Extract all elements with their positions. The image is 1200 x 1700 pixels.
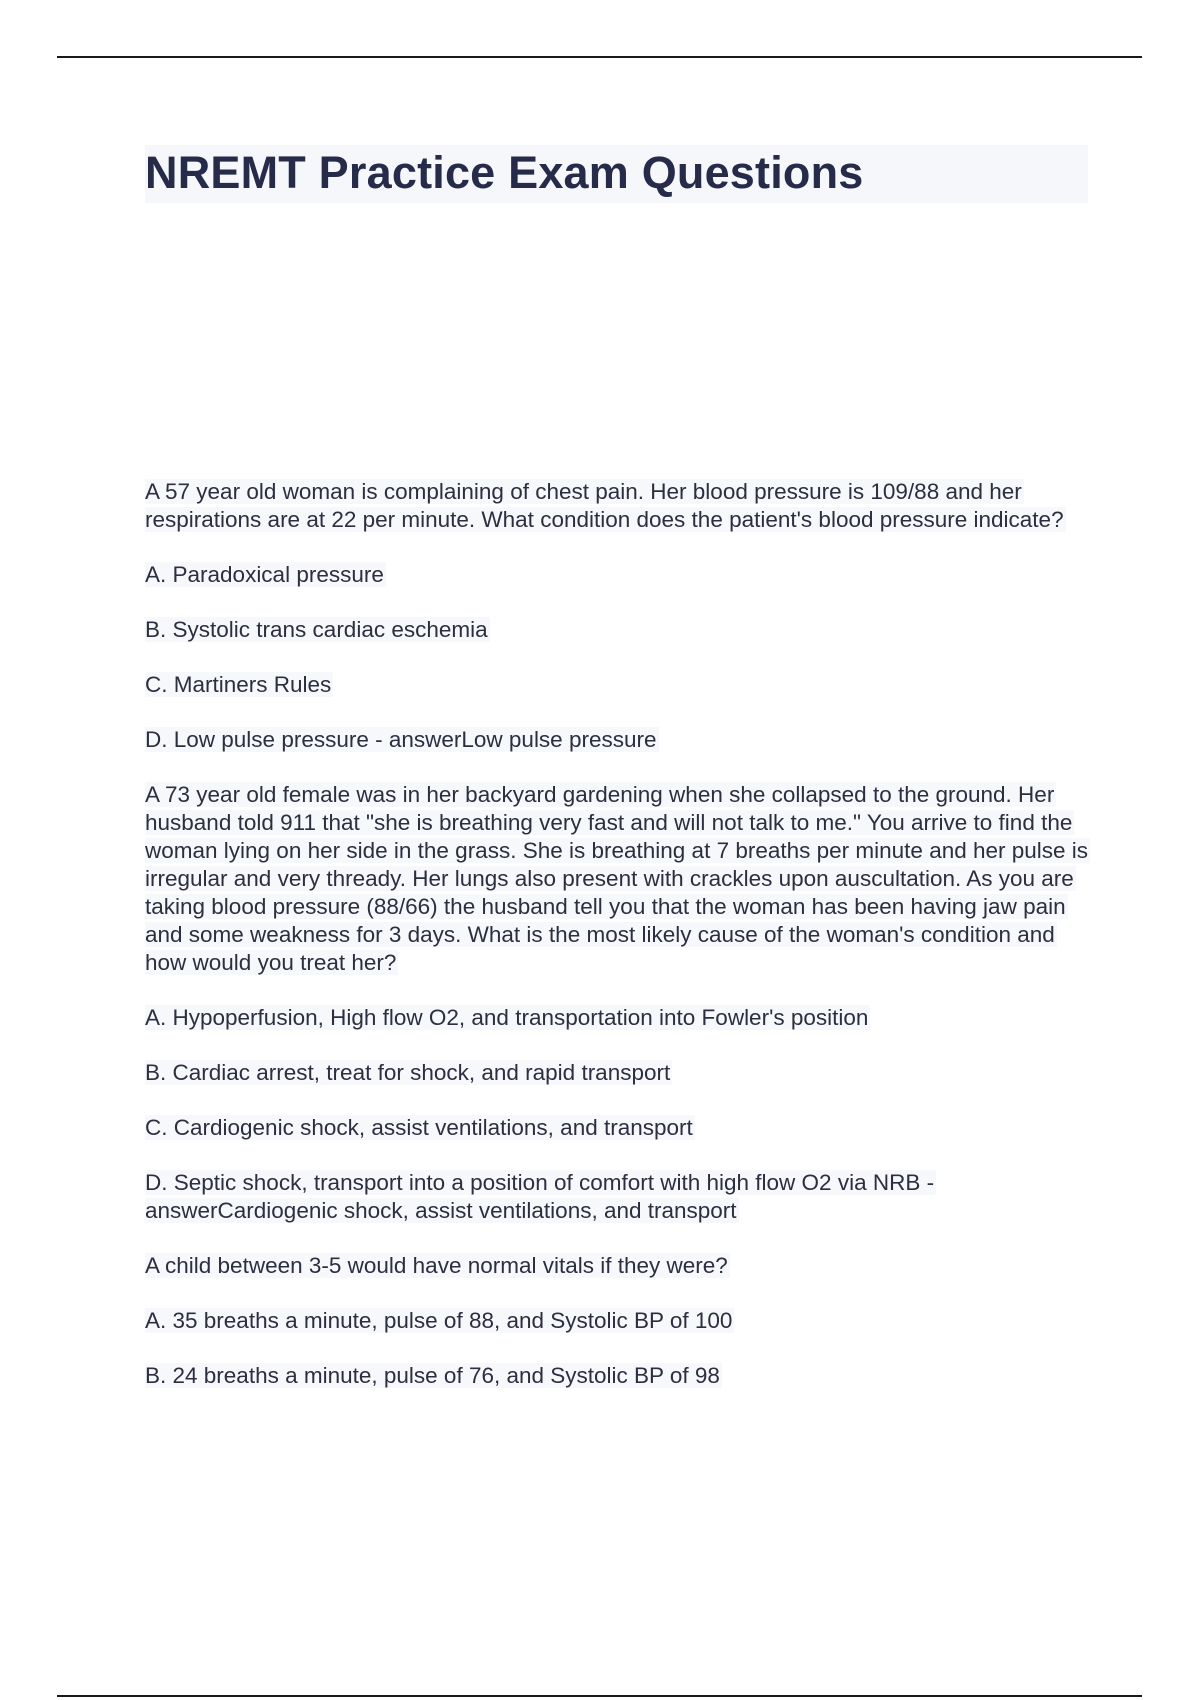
- question-2-option-c-text: C. Cardiogenic shock, assist ventilations, and transport: [145, 1115, 693, 1140]
- bottom-rule: [57, 1695, 1142, 1697]
- question-2-stem-text: A 73 year old female was in her backyard gardening when she collapsed to the ground. Her husband told 911 that "she is breathing very fast and will not talk to me." You arrive to find the woman lying on her side in the grass. She is breathing at 7 breaths per minute and her pulse is irregular and very thready. Her lungs also present with crackles upon auscultation. As you are taking blood pressure (88/66) the husband tell you that the woman has been having jaw pain and some weakness for 3 days. What is the most likely cause of the woman's condition and how would you treat her?: [145, 782, 1089, 975]
- question-2-option-c: [145, 1114, 1095, 1142]
- question-1-option-c: [145, 671, 1095, 699]
- question-2-option-b: [145, 1059, 1095, 1087]
- question-2-option-d: [145, 1169, 1095, 1225]
- question-1-option-b-text: B. Systolic trans cardiac eschemia: [145, 617, 488, 642]
- question-3-stem: [145, 1252, 1095, 1280]
- question-1-option-b: [145, 616, 1095, 644]
- question-1-option-d-text: D. Low pulse pressure - answerLow pulse pressure: [145, 727, 657, 752]
- question-content: [145, 478, 1095, 1417]
- question-3-option-a: [145, 1307, 1095, 1335]
- question-1-option-a: [145, 561, 1095, 589]
- question-3-option-a-text: A. 35 breaths a minute, pulse of 88, and Systolic BP of 100: [145, 1308, 733, 1333]
- question-1-option-c-text: C. Martiners Rules: [145, 672, 332, 697]
- question-2-stem: [145, 781, 1095, 977]
- top-rule: [57, 56, 1142, 58]
- question-1-option-d: [145, 726, 1095, 754]
- question-1-option-a-text: A. Paradoxical pressure: [145, 562, 384, 587]
- page-title: NREMT Practice Exam Questions: [145, 147, 864, 198]
- question-2-option-a-text: A. Hypoperfusion, High flow O2, and transportation into Fowler's position: [145, 1005, 869, 1030]
- question-2-option-b-text: B. Cardiac arrest, treat for shock, and rapid transport: [145, 1060, 671, 1085]
- question-2-option-a: [145, 1004, 1095, 1032]
- question-1-stem-text: A 57 year old woman is complaining of chest pain. Her blood pressure is 109/88 and her respirations are at 22 per minute. What condition does the patient's blood pressure indicate?: [145, 479, 1064, 532]
- question-2-option-d-text: D. Septic shock, transport into a position of comfort with high flow O2 via NRB - answerCardiogenic shock, assist ventilations, and transport: [145, 1170, 935, 1223]
- question-3-stem-text: A child between 3-5 would have normal vitals if they were?: [145, 1253, 728, 1278]
- question-3-option-b: [145, 1362, 1095, 1390]
- question-3-option-b-text: B. 24 breaths a minute, pulse of 76, and Systolic BP of 98: [145, 1363, 720, 1388]
- question-1-stem: [145, 478, 1095, 534]
